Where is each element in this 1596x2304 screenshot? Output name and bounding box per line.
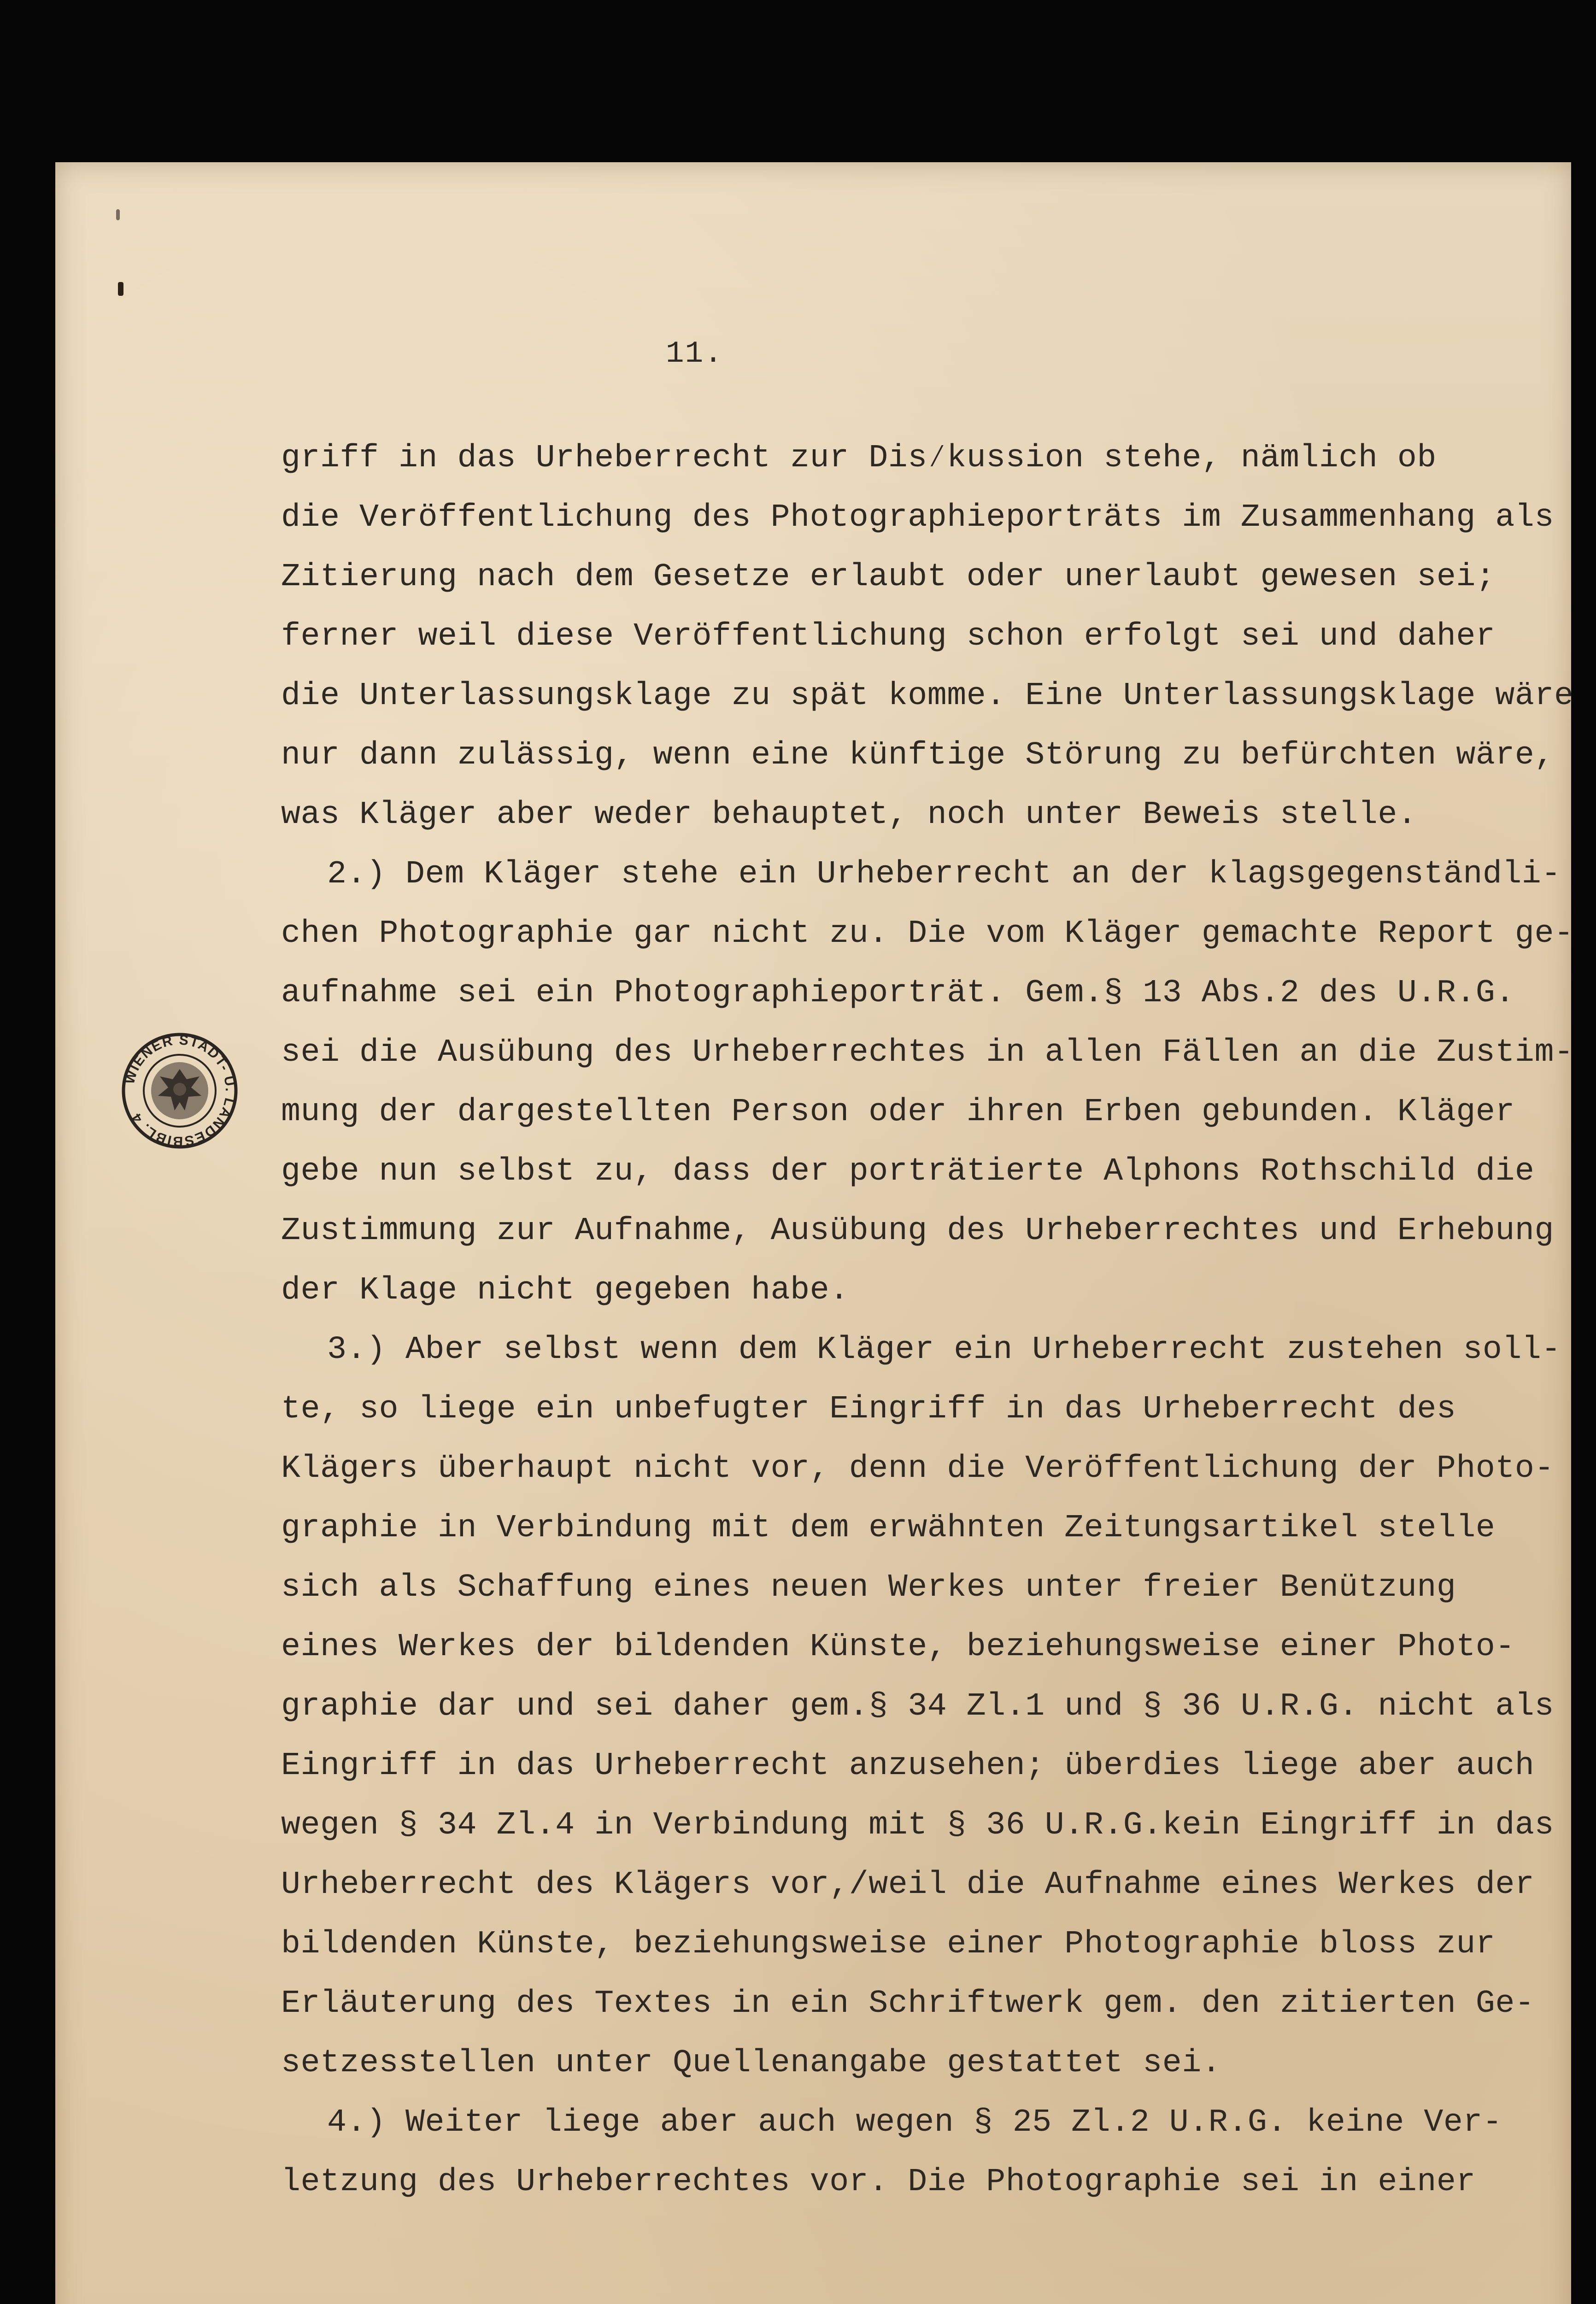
punch-mark [118,282,123,296]
text-line: nur dann zulässig, wenn eine künftige Störung zu befürchten wäre, [281,737,1554,774]
text-line: sei die Ausübung des Urheberrechtes in allen Fällen an die Zustim- [281,1034,1574,1071]
text-line: graphie dar und sei daher gem.§ 34 Zl.1 und § 36 U.R.G. nicht als [281,1688,1554,1725]
text-line: gebe nun selbst zu, dass der porträtierte Alphons Rothschild die [281,1153,1535,1190]
text-line: te, so liege ein unbefugter Eingriff in das Urheberrecht des [281,1391,1456,1428]
text-line: die Veröffentlichung des Photographieporträts im Zusammenhang als [281,500,1554,536]
library-stamp-icon [117,1029,242,1153]
text-line: Urheberrecht des Klägers vor,/weil die Aufnahme eines Werkes der [281,1867,1535,1903]
page-number: 11. [666,336,723,371]
text-line: aufnahme sei ein Photographieporträt. Gem.§ 13 Abs.2 des U.R.G. [281,975,1515,1011]
text-line: der Klage nicht gegeben habe. [281,1272,849,1309]
text-line: ferner weil diese Veröffentlichung schon erfolgt sei und daher [281,618,1496,655]
document-page [55,162,1574,2304]
text-line: mung der dargestellten Person oder ihren Erben gebunden. Kläger [281,1094,1515,1130]
text-line: sich als Schaffung eines neuen Werkes unter freier Benützung [281,1569,1456,1606]
text-line: wegen § 34 Zl.4 in Verbindung mit § 36 U.R.G.kein Eingriff in das [281,1807,1554,1844]
punch-mark [116,209,120,220]
text-line: Klägers überhaupt nicht vor, denn die Veröffentlichung der Photo- [281,1451,1554,1487]
text-line: Zitierung nach dem Gesetze erlaubt oder unerlaubt gewesen sei; [281,559,1496,595]
text-line: griff in das Urheberrecht zur Dis⁄kussion stehe, nämlich ob [281,440,1437,476]
text-line: was Kläger aber weder behauptet, noch unter Beweis stelle. [281,797,1417,833]
text-line: 2.) Dem Kläger stehe ein Urheberrecht an der klagsgegenständli- [327,856,1561,893]
text-line: graphie in Verbindung mit dem erwähnten Zeitungsartikel stelle [281,1510,1496,1546]
text-line: Erläuterung des Textes in ein Schriftwerk gem. den zitierten Ge- [281,1986,1535,2022]
text-line: Zustimmung zur Aufnahme, Ausübung des Urheberrechtes und Erhebung [281,1213,1554,1249]
text-line: setzesstellen unter Quellenangabe gestattet sei. [281,2045,1221,2081]
text-line: 4.) Weiter liege aber auch wegen § 25 Zl.2 U.R.G. keine Ver- [327,2104,1502,2141]
stamp-text: WIENER STADT- U. LANDESBIBL. 4 [122,1032,238,1149]
text-line: 3.) Aber selbst wenn dem Kläger ein Urheberrecht zustehen soll- [327,1332,1561,1368]
text-line: eines Werkes der bildenden Künste, beziehungsweise einer Photo- [281,1629,1515,1665]
text-line: chen Photographie gar nicht zu. Die vom Kläger gemachte Report ge- [281,916,1574,952]
text-line: Eingriff in das Urheberrecht anzusehen; überdies liege aber auch [281,1748,1535,1784]
typed-text-body [281,429,1574,2212]
text-line: letzung des Urheberrechtes vor. Die Photographie sei in einer [281,2164,1476,2200]
text-line: die Unterlassungsklage zu spät komme. Eine Unterlassungsklage wäre [281,678,1574,714]
text-line: bildenden Künste, beziehungsweise einer Photographie bloss zur [281,1926,1496,1963]
